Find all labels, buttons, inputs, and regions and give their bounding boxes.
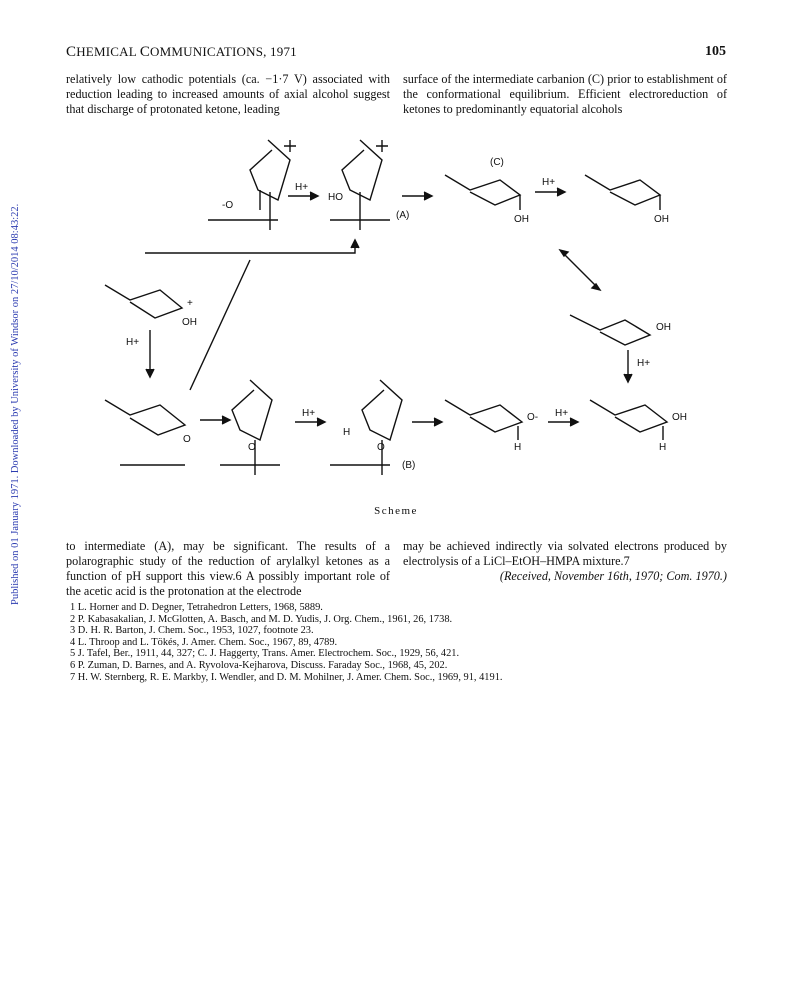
ho-label: HO bbox=[328, 192, 343, 203]
paragraph: to intermediate (A), may be significant. The results of a polarographic study of the reduction of arylalkyl ketones as a function of pH support this view.6 A possibly important role of the acetic acid is the protonation at the electrode bbox=[66, 539, 390, 598]
plus-label: + bbox=[187, 298, 193, 309]
o-label-b-precursor: O bbox=[248, 442, 256, 453]
journal-title: CHEMICAL COMMUNICATIONS, 1971 bbox=[66, 44, 297, 60]
references bbox=[70, 602, 730, 683]
intermediate-b-structure bbox=[330, 380, 415, 475]
reaction-scheme bbox=[90, 130, 710, 500]
reference-item: 7 H. W. Sternberg, R. E. Markby, I. Wendler, and D. M. Mohilner, J. Amer. Chem. Soc., 1969, 91, 4191. bbox=[70, 671, 503, 683]
page-number: 105 bbox=[705, 44, 726, 59]
axial-anion-structure bbox=[208, 140, 296, 230]
protonated-ketone-structure bbox=[105, 285, 197, 328]
h-label-alkoxide: H bbox=[514, 442, 522, 453]
h-label-product: H bbox=[659, 442, 667, 453]
running-header bbox=[66, 44, 726, 62]
h-plus-label: H+ bbox=[555, 408, 569, 419]
carbanion-c-structure bbox=[445, 157, 529, 225]
intermediate-a-structure bbox=[328, 140, 409, 230]
h-plus-label: H+ bbox=[295, 182, 309, 193]
ketone-o-label: O bbox=[183, 434, 191, 445]
oh-label-protonated: OH bbox=[182, 317, 197, 328]
received-date: (Received, November 16th, 1970; Com. 1970.) bbox=[499, 569, 727, 583]
label-b: (B) bbox=[402, 460, 416, 471]
alkoxide-structure bbox=[445, 400, 538, 453]
h-plus-label: H+ bbox=[637, 358, 651, 369]
oh-label-c: OH bbox=[514, 214, 529, 225]
reference-item: 5 J. Tafel, Ber., 1911, 44, 327; C. J. Haggerty, Trans. Amer. Electrochem. Soc., 1929, 56, 421. bbox=[70, 648, 460, 660]
h-label-b: H bbox=[343, 427, 351, 438]
oh-label-equatorial: OH bbox=[656, 322, 671, 333]
watermark-text: Published on 01 January 1971. Downloaded by University of Windsor on 27/10/2014 08:43:22. bbox=[10, 203, 21, 605]
o-label-b: O bbox=[377, 442, 385, 453]
o-minus-label: -O bbox=[222, 200, 234, 211]
reference-item: 2 P. Kabasakalian, J. McGlotten, A. Basch, and M. D. Yudis, J. Org. Chem., 1961, 26, 1738. bbox=[70, 613, 453, 625]
reference-item: 6 P. Zuman, D. Barnes, and A. Ryvolova-Kejharova, Discuss. Faraday Soc., 1968, 45, 202. bbox=[70, 659, 448, 671]
oh-label-product: OH bbox=[672, 412, 687, 423]
o-minus-label-alkoxide: O- bbox=[527, 412, 539, 423]
paragraph: may be achieved indirectly via solvated electrons produced by electrolysis of a LiCl–EtOH–HMPA mixture.7 bbox=[403, 539, 727, 568]
text-column-top-left bbox=[66, 72, 390, 117]
label-a: (A) bbox=[396, 210, 410, 221]
paragraph: relatively low cathodic potentials (ca. −1·7 V) associated with reduction leading to increased amounts of axial alcohol suggest that discharge of protonated ketone, leading bbox=[66, 72, 390, 116]
text-column-bottom-right bbox=[403, 539, 727, 584]
ketone-structure bbox=[105, 400, 191, 465]
label-c: (C) bbox=[490, 157, 504, 168]
text-column-bottom-left bbox=[66, 539, 390, 599]
h-plus-label: H+ bbox=[126, 337, 140, 348]
scheme-diagram bbox=[90, 130, 710, 500]
download-watermark bbox=[0, 0, 24, 1007]
product-alcohol-structure bbox=[590, 400, 687, 453]
oh-label-axial: OH bbox=[654, 214, 669, 225]
anion-b-precursor-structure bbox=[220, 380, 280, 475]
text-column-top-right bbox=[403, 72, 727, 117]
axial-alcohol-structure bbox=[585, 175, 669, 225]
h-plus-label: H+ bbox=[542, 177, 556, 188]
reference-item: 3 D. H. R. Barton, J. Chem. Soc., 1953, 1027, footnote 23. bbox=[70, 625, 314, 637]
scheme-caption: Scheme bbox=[374, 505, 418, 517]
h-plus-label: H+ bbox=[302, 408, 316, 419]
reference-item: 1 L. Horner and D. Degner, Tetrahedron Letters, 1968, 5889. bbox=[70, 602, 323, 613]
paragraph: surface of the intermediate carbanion (C) prior to establishment of the conformational equilibrium. Efficient electroreduction of ketones to predominantly equatorial alcohols bbox=[403, 72, 727, 116]
reference-item: 4 L. Throop and L. Tökés, J. Amer. Chem. Soc., 1967, 89, 4789. bbox=[70, 636, 338, 648]
equatorial-alcohol-structure bbox=[570, 315, 671, 345]
